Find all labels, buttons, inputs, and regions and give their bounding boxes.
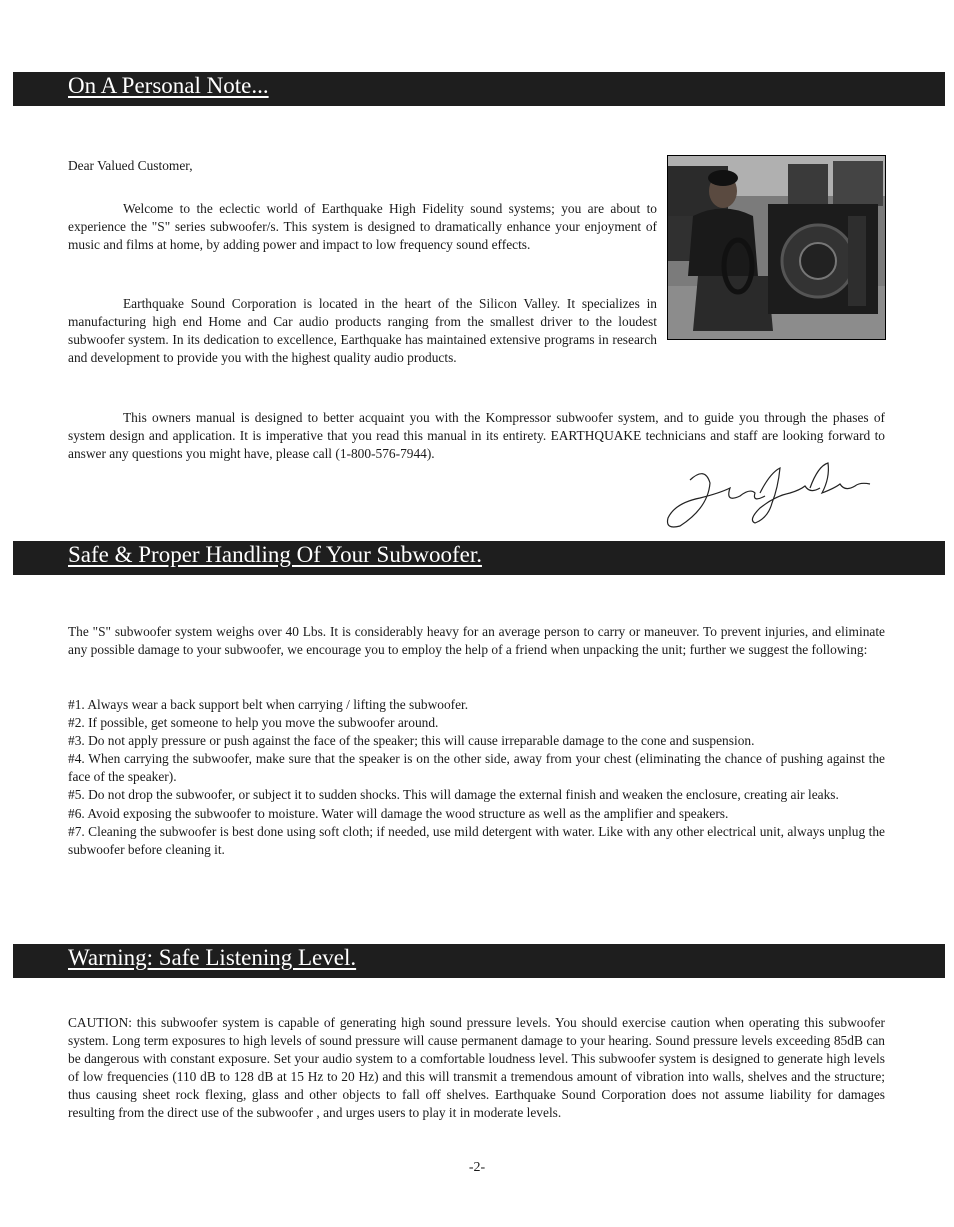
section-title: Warning: Safe Listening Level. xyxy=(68,945,357,970)
list-item: #3. Do not apply pressure or push against the face of the speaker; this will cause irreparable damage to the cone and suspension. xyxy=(68,733,755,749)
section-header-warning xyxy=(13,944,945,978)
founder-photo xyxy=(667,155,886,340)
handling-list xyxy=(68,696,885,859)
list-item: #2. If possible, get someone to help you move the subwoofer around. xyxy=(68,715,439,731)
paragraph-handling-intro: The "S" subwoofer system weighs over 40 Lbs. It is considerably heavy for an average person to carry or maneuver. To prevent injuries, and eliminate any possible damage to your subwoofer, we encourage you to employ the help of a friend when unpacking the unit; further we suggest the following: xyxy=(68,624,885,658)
paragraph-manual: This owners manual is designed to better acquaint you with the Kompressor subwoofer system, and to guide you through the phases of system design and application. It is imperative that you read this manual in its entirety. EARTHQUAKE technicians and staff are looking forward to answer any questions you might have, please call (1-800-576-7944). xyxy=(68,410,885,462)
page-number: -2- xyxy=(468,1160,486,1175)
list-item: #1. Always wear a back support belt when carrying / lifting the subwoofer. xyxy=(68,697,469,712)
salutation: Dear Valued Customer, xyxy=(68,158,193,173)
section-title: On A Personal Note... xyxy=(68,73,269,98)
list-item: #5. Do not drop the subwoofer, or subject it to sudden shocks. This will damage the external finish and weaken the enclosure, creating air leaks. xyxy=(68,787,839,803)
signature xyxy=(660,458,875,533)
section-header-personal-note xyxy=(13,72,945,106)
paragraph-welcome: Welcome to the eclectic world of Earthquake High Fidelity sound systems; you are about to experience the "S" series subwoofer/s. This system is designed to dramatically enhance your enjoyment of music and films at home, by adding power and impact to low frequency sound effects. xyxy=(68,201,657,253)
paragraph-caution: CAUTION: this subwoofer system is capable of generating high sound pressure levels. You should exercise caution when operating this subwoofer system. Long term exposures to high levels of sound pressure will cause permanent damage to your hearing. Sound pressure levels exceeding 85dB can be dangerous with constant exposure. Set your audio system to a comfortable loudness level. This subwoofer system is designed to generate high levels of low frequencies (110 dB to 128 dB at 15 Hz to 20 Hz) and this will transmit a tremendous amount of vibration into walls, shelves and the structure; thus causing sheet rock flexing, glass and other objects to fall off shelves. Earthquake Sound Corporation does not assume liability for damages resulting from the direct use of the subwoofer , and urges users to play it in moderate levels. xyxy=(68,1015,885,1121)
signature-drawing xyxy=(660,458,875,533)
section-title: Safe & Proper Handling Of Your Subwoofer. xyxy=(68,542,482,567)
list-item: #6. Avoid exposing the subwoofer to moisture. Water will damage the wood structure as well as the amplifier and speakers. xyxy=(68,805,729,821)
photo-illustration xyxy=(668,156,885,339)
section-header-handling xyxy=(13,541,945,575)
paragraph-company: Earthquake Sound Corporation is located in the heart of the Silicon Valley. It specializes in manufacturing high end Home and Car audio products ranging from the smallest driver to the loudest subwoofer system. In its dedication to excellence, Earthquake has maintained extensive programs in research and development to provide you with the highest quality audio products. xyxy=(68,296,657,366)
list-item: #4. When carrying the subwoofer, make sure that the speaker is on the other side, away from your chest (eliminating the chance of pushing against the face of the speaker). xyxy=(68,751,885,785)
list-item: #7. Cleaning the subwoofer is best done using soft cloth; if needed, use mild detergent with water. Like with any other electrical unit, always unplug the subwoofer before cleaning it. xyxy=(68,823,885,857)
